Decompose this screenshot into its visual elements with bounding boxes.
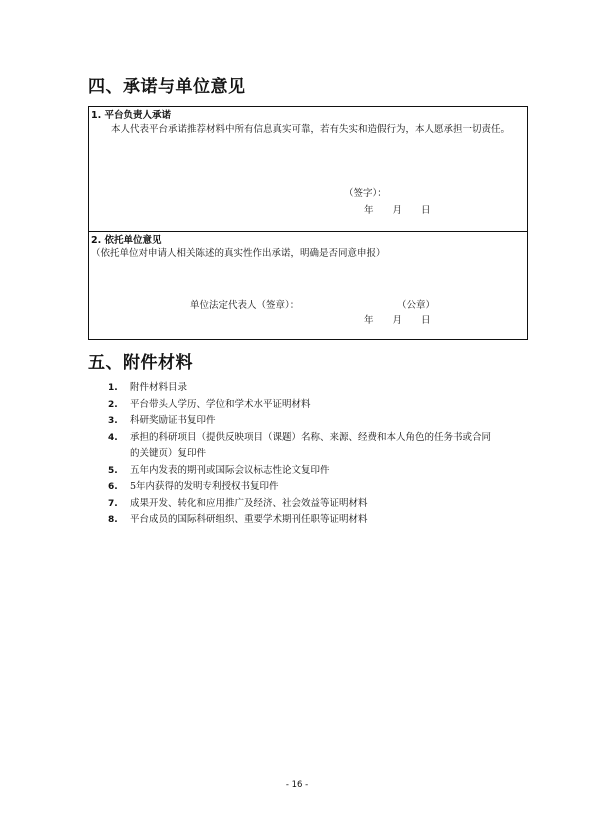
section-heading-attachments: 五、附件材料 [88,353,193,373]
list-item [108,397,528,414]
list-item [108,512,528,529]
entrusting-unit-title: 2. 依托单位意见 [91,235,162,246]
list-item-number: 4. [108,432,118,443]
list-item-text: 五年内发表的期刊或国际会议标志性论文复印件 [130,464,330,476]
legal-representative-label: 单位法定代表人（签章）： [190,300,300,311]
list-item-text: 成果开发、转化和应用推广及经济、社会效益等证明材料 [130,497,368,509]
list-item [108,479,528,496]
signature-label: （签字）： [344,188,387,199]
list-item [108,413,528,430]
commitment-date-line: 年 月 日 [364,205,431,216]
list-item-text: 科研奖励证书复印件 [130,415,216,426]
list-item [108,380,528,397]
platform-commitment-title: 1. 平台负责人承诺 [91,110,172,121]
list-item-number: 8. [108,515,118,525]
list-item [108,430,528,463]
list-item-text: 附件材料目录 [130,382,188,393]
official-seal-label: （公章） [397,300,436,311]
attachment-list [108,380,528,529]
list-item-number: 2. [108,399,118,410]
list-item-text: 平台带头人学历、学位和学术水平证明材料 [130,398,311,410]
list-item [108,463,528,480]
list-item-number: 3. [108,416,118,426]
unit-date-line: 年 月 日 [364,315,431,326]
section-heading-commitment: 四、承诺与单位意见 [88,77,246,97]
platform-commitment-text: 本人代表平台承诺推荐材料中所有信息真实可靠，若有失实和造假行为，本人愿承担一切责任。 [111,124,511,135]
list-item-text: 承担的科研项目（提供反映项目（课题）名称、来源、经费和本人角色的任务书或合同的关键页）复印件 [130,431,492,459]
entrusting-unit-cell [89,232,527,339]
entrusting-unit-note: （依托单位对申请人相关陈述的真实性作出承诺，明确是否同意申报） [91,248,386,259]
list-item [108,496,528,513]
platform-commitment-cell [89,107,527,232]
list-item-number: 7. [108,498,118,509]
commitment-table [88,106,528,340]
list-item-text: 平台成员的国际科研组织、重要学术期刊任职等证明材料 [130,514,368,525]
list-item-text: 5年内获得的发明专利授权书复印件 [130,481,279,492]
list-item-number: 1. [108,383,118,393]
list-item-number: 6. [108,482,118,492]
list-item-number: 5. [108,465,118,476]
page-number: - 16 - [285,780,309,790]
